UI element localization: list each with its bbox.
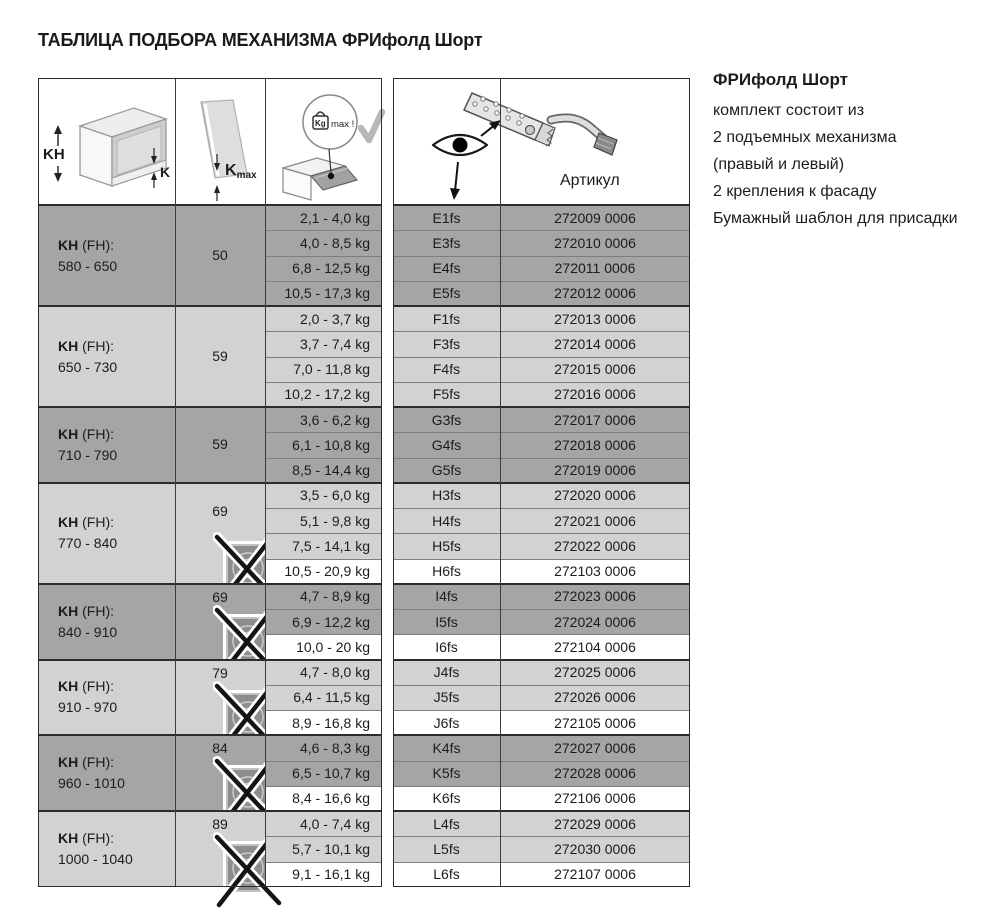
row-separator — [265, 559, 382, 560]
kh-range-value: 650 - 730 — [58, 358, 118, 375]
group-separator — [38, 482, 382, 484]
weight-range-cell: 6,4 - 11,5 kg — [265, 685, 382, 710]
group-separator — [393, 659, 690, 661]
weight-range-cell: 4,0 - 7,4 kg — [265, 811, 382, 836]
row-separator — [393, 634, 690, 635]
row-separator — [265, 836, 382, 837]
kh-range-value: 770 - 840 — [58, 535, 118, 552]
row-separator — [393, 836, 690, 837]
info-line: (правый и левый) — [713, 156, 845, 173]
row-separator — [393, 609, 690, 610]
group-separator — [393, 810, 690, 812]
weight-range-cell: 4,7 - 8,9 kg — [265, 584, 382, 609]
product-name: ФРИфолд Шорт — [713, 70, 848, 89]
kmax-value: 69 — [212, 588, 228, 605]
product-info-panel — [713, 66, 993, 232]
weight-range-cell: 10,0 - 20 kg — [265, 634, 382, 659]
article-number-cell: 272020 0006 — [500, 483, 690, 508]
kh-label: KH — [58, 337, 79, 354]
kmax-value: 59 — [212, 435, 228, 452]
kh-label: KH — [58, 602, 79, 619]
kmax-value: 84 — [212, 740, 228, 757]
kh-label: KH — [58, 829, 79, 846]
row-separator — [393, 458, 690, 459]
kh-range-value: 580 - 650 — [58, 257, 118, 274]
model-code-cell: I6fs — [393, 634, 500, 659]
article-number-cell: 272024 0006 — [500, 609, 690, 634]
kmax-value: 89 — [212, 816, 228, 832]
article-number-cell: 272107 0006 — [500, 862, 690, 887]
model-code-cell: H4fs — [393, 508, 500, 533]
kh-range-value: 710 - 790 — [58, 446, 118, 463]
fh-label: (FH): — [78, 337, 114, 354]
weight-capacity-diagram — [265, 78, 382, 205]
row-separator — [393, 281, 690, 282]
model-code-cell: K4fs — [393, 735, 500, 760]
group-separator — [393, 204, 690, 206]
weight-range-cell: 3,5 - 6,0 kg — [265, 483, 382, 508]
model-code-cell: L4fs — [393, 811, 500, 836]
weight-range-cell: 5,1 - 9,8 kg — [265, 508, 382, 533]
group-separator — [393, 734, 690, 736]
panel-thickness-diagram — [175, 78, 265, 205]
row-separator — [393, 357, 690, 358]
article-number-cell: 272019 0006 — [500, 458, 690, 483]
article-number-cell: 272014 0006 — [500, 331, 690, 356]
article-number-cell: 272104 0006 — [500, 634, 690, 659]
column-separator — [500, 78, 501, 887]
model-code-cell: J5fs — [393, 685, 500, 710]
page-title: ТАБЛИЦА ПОДБОРА МЕХАНИЗМА ФРИфолд Шорт — [38, 30, 483, 50]
model-code-cell: E1fs — [393, 205, 500, 230]
weight-range-cell: 9,1 - 16,1 kg — [265, 862, 382, 887]
column-separator — [265, 78, 266, 887]
kh-label: KH — [58, 678, 79, 695]
fh-label: (FH): — [78, 602, 114, 619]
model-code-cell: K5fs — [393, 761, 500, 786]
group-separator — [393, 406, 690, 408]
weight-range-cell: 8,5 - 14,4 kg — [265, 458, 382, 483]
model-code-cell: L6fs — [393, 862, 500, 887]
kh-range-cell — [38, 735, 175, 811]
kh-dimension-label: KH — [43, 146, 65, 163]
kh-label: KH — [58, 425, 79, 442]
kh-label: KH — [58, 754, 79, 771]
weight-range-cell: 8,4 - 16,6 kg — [265, 786, 382, 811]
model-code-cell: J6fs — [393, 710, 500, 735]
row-separator — [393, 230, 690, 231]
kmax-cell — [175, 483, 265, 584]
row-separator — [393, 256, 690, 257]
kmax-cell — [175, 660, 265, 736]
model-code-cell: G3fs — [393, 407, 500, 432]
weight-range-cell: 2,1 - 4,0 kg — [265, 205, 382, 230]
kmax-value: 79 — [212, 664, 228, 681]
model-code-cell: I5fs — [393, 609, 500, 634]
article-number-cell: 272021 0006 — [500, 508, 690, 533]
article-number-cell: 272012 0006 — [500, 281, 690, 306]
model-code-cell: G5fs — [393, 458, 500, 483]
row-separator — [393, 508, 690, 509]
kh-range-value: 1000 - 1040 — [58, 850, 133, 867]
row-separator — [265, 230, 382, 231]
kmax-cell — [175, 407, 265, 483]
flap-cabinet-drawing — [265, 78, 382, 205]
model-code-cell: F1fs — [393, 306, 500, 331]
model-code-cell: F4fs — [393, 357, 500, 382]
model-code-cell: H5fs — [393, 533, 500, 558]
weight-range-cell: 3,7 - 7,4 kg — [265, 331, 382, 356]
weight-range-cell: 4,6 - 8,3 kg — [265, 735, 382, 760]
group-separator — [38, 305, 382, 307]
row-separator — [265, 281, 382, 282]
kh-range-value: 910 - 970 — [58, 699, 118, 716]
fh-label: (FH): — [78, 829, 114, 846]
article-number-cell: 272017 0006 — [500, 407, 690, 432]
group-separator — [38, 406, 382, 408]
group-separator — [393, 583, 690, 585]
row-separator — [265, 458, 382, 459]
model-code-cell: H6fs — [393, 559, 500, 584]
info-line: Бумажный шаблон для присадки — [713, 210, 958, 227]
model-code-cell: I4fs — [393, 584, 500, 609]
model-code-cell: G4fs — [393, 432, 500, 457]
row-separator — [265, 533, 382, 534]
info-line: 2 крепления к фасаду — [713, 183, 877, 200]
kmax-cell — [175, 811, 265, 887]
mechanism-article-header — [393, 78, 690, 205]
weight-range-cell: 6,1 - 10,8 kg — [265, 432, 382, 457]
group-separator — [38, 810, 382, 812]
row-separator — [265, 685, 382, 686]
kmax-cell — [175, 584, 265, 660]
model-code-cell: L5fs — [393, 836, 500, 861]
kmax-sub-label: max — [236, 170, 257, 181]
article-number-cell: 272103 0006 — [500, 559, 690, 584]
kh-range-cell — [38, 584, 175, 660]
model-code-cell: F3fs — [393, 331, 500, 356]
weight-range-cell: 7,5 - 14,1 kg — [265, 533, 382, 558]
article-number-cell: 272028 0006 — [500, 761, 690, 786]
kg-label: Kg — [315, 119, 326, 128]
model-code-cell: E5fs — [393, 281, 500, 306]
row-separator — [393, 862, 690, 863]
model-code-cell: E4fs — [393, 256, 500, 281]
kg-max-label: max ! — [331, 119, 355, 130]
row-separator — [265, 609, 382, 610]
article-number-cell: 272026 0006 — [500, 685, 690, 710]
row-separator — [265, 862, 382, 863]
weight-range-cell: 5,7 - 10,1 kg — [265, 836, 382, 861]
kmax-value: 50 — [212, 246, 228, 263]
weight-range-cell: 10,5 - 20,9 kg — [265, 559, 382, 584]
kh-range-cell — [38, 407, 175, 483]
kh-range-value: 960 - 1010 — [58, 775, 125, 792]
fh-label: (FH): — [78, 236, 114, 253]
article-number-cell: 272027 0006 — [500, 735, 690, 760]
weight-range-cell: 10,2 - 17,2 kg — [265, 382, 382, 407]
row-separator — [265, 256, 382, 257]
article-number-cell: 272018 0006 — [500, 432, 690, 457]
article-number-cell: 272009 0006 — [500, 205, 690, 230]
row-separator — [265, 786, 382, 787]
kmax-value: 59 — [212, 347, 228, 364]
panel-drawing — [175, 78, 265, 205]
article-number-cell: 272105 0006 — [500, 710, 690, 735]
article-number-cell: 272022 0006 — [500, 533, 690, 558]
row-separator — [265, 710, 382, 711]
mechanism-drawing — [393, 78, 690, 205]
article-number-cell: 272013 0006 — [500, 306, 690, 331]
row-separator — [393, 685, 690, 686]
kmax-k-label: K — [225, 162, 237, 179]
cabinet-drawing — [38, 78, 175, 205]
weight-range-cell: 4,0 - 8,5 kg — [265, 230, 382, 255]
article-column-label: Артикул — [560, 172, 620, 189]
row-separator — [265, 357, 382, 358]
row-separator — [265, 432, 382, 433]
fh-label: (FH): — [78, 425, 114, 442]
model-code-cell: J4fs — [393, 660, 500, 685]
row-separator — [393, 432, 690, 433]
weight-range-cell: 6,5 - 10,7 kg — [265, 761, 382, 786]
model-code-cell: E3fs — [393, 230, 500, 255]
article-number-cell: 272016 0006 — [500, 382, 690, 407]
fh-label: (FH): — [78, 514, 114, 531]
article-number-cell: 272023 0006 — [500, 584, 690, 609]
kh-label: KH — [58, 514, 79, 531]
kh-range-cell — [38, 660, 175, 736]
article-number-cell: 272106 0006 — [500, 786, 690, 811]
kh-range-cell — [38, 205, 175, 306]
kmax-dimension-label — [225, 162, 257, 181]
row-separator — [393, 331, 690, 332]
weight-range-cell: 3,6 - 6,2 kg — [265, 407, 382, 432]
row-separator — [393, 533, 690, 534]
weight-range-cell: 2,0 - 3,7 kg — [265, 306, 382, 331]
column-separator — [175, 78, 176, 887]
weight-range-cell: 6,8 - 12,5 kg — [265, 256, 382, 281]
weight-range-cell: 6,9 - 12,2 kg — [265, 609, 382, 634]
row-separator — [265, 382, 382, 383]
article-number-cell: 272029 0006 — [500, 811, 690, 836]
article-number-cell: 272030 0006 — [500, 836, 690, 861]
row-separator — [393, 761, 690, 762]
kh-range-cell — [38, 306, 175, 407]
article-number-cell: 272011 0006 — [500, 256, 690, 281]
group-separator — [38, 204, 382, 206]
weight-range-cell: 8,9 - 16,8 kg — [265, 710, 382, 735]
info-line: 2 подъемных механизма — [713, 129, 897, 146]
kmax-cell — [175, 205, 265, 306]
row-separator — [265, 761, 382, 762]
model-code-cell: F5fs — [393, 382, 500, 407]
row-separator — [393, 786, 690, 787]
row-separator — [393, 559, 690, 560]
kmax-value: 69 — [212, 502, 228, 519]
kh-label: KH — [58, 236, 79, 253]
weight-range-cell: 7,0 - 11,8 kg — [265, 357, 382, 382]
article-number-cell: 272025 0006 — [500, 660, 690, 685]
group-separator — [393, 482, 690, 484]
weight-range-cell: 4,7 - 8,0 kg — [265, 660, 382, 685]
kh-range-value: 840 - 910 — [58, 623, 118, 640]
info-line: комплект состоит из — [713, 102, 865, 119]
k-dimension-label: K — [160, 164, 171, 180]
kmax-cell — [175, 735, 265, 811]
cabinet-height-diagram — [38, 78, 175, 205]
model-code-cell: K6fs — [393, 786, 500, 811]
kh-range-cell — [38, 483, 175, 584]
fh-label: (FH): — [78, 754, 114, 771]
group-separator — [393, 305, 690, 307]
article-number-cell: 272010 0006 — [500, 230, 690, 255]
row-separator — [265, 331, 382, 332]
row-separator — [265, 508, 382, 509]
kh-range-cell — [38, 811, 175, 887]
article-number-cell: 272015 0006 — [500, 357, 690, 382]
weight-range-cell: 10,5 - 17,3 kg — [265, 281, 382, 306]
group-separator — [38, 734, 382, 736]
group-separator — [38, 583, 382, 585]
row-separator — [393, 382, 690, 383]
group-separator — [38, 659, 382, 661]
fh-label: (FH): — [78, 678, 114, 695]
kmax-cell — [175, 306, 265, 407]
model-code-cell: H3fs — [393, 483, 500, 508]
row-separator — [265, 634, 382, 635]
row-separator — [393, 710, 690, 711]
